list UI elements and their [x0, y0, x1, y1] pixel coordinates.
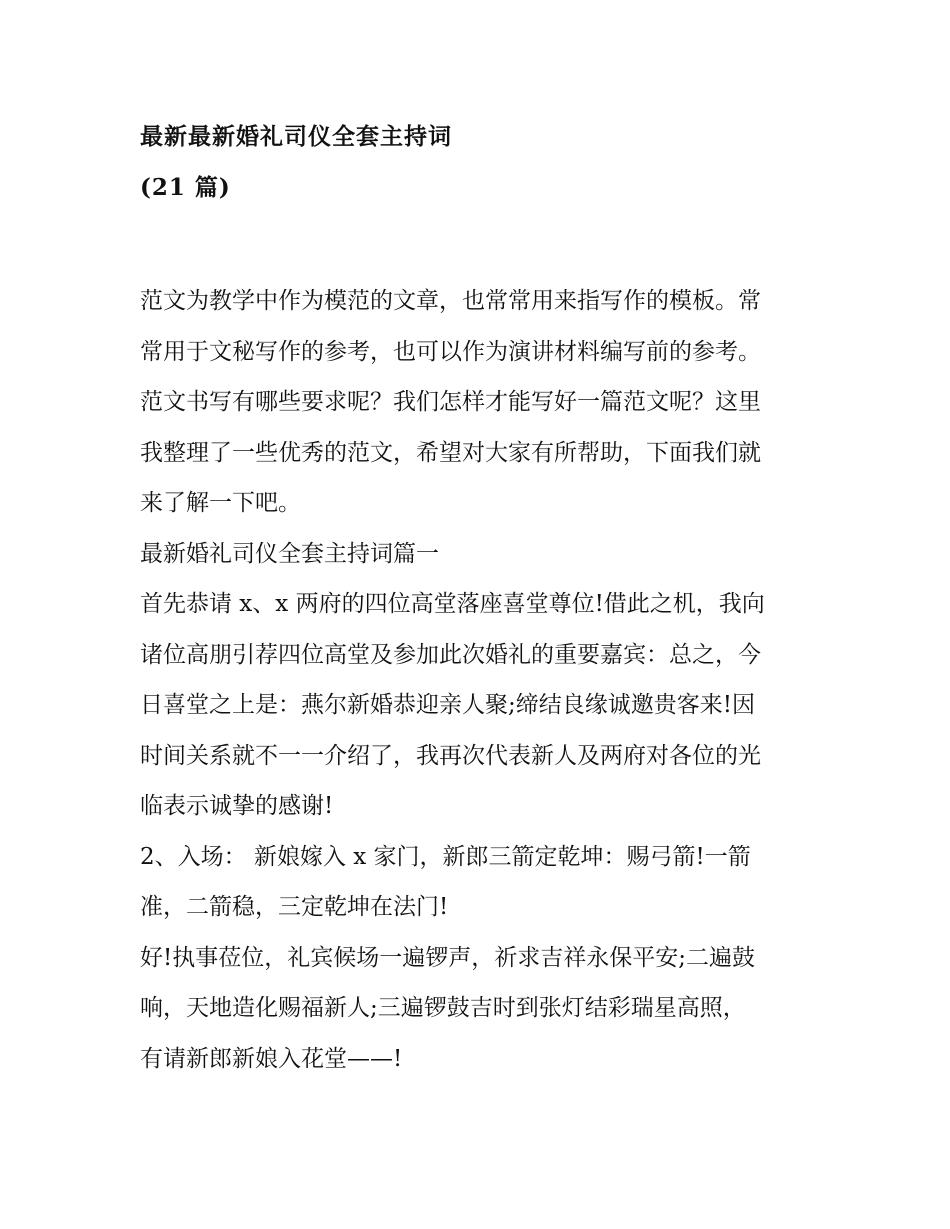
body-line: 常用于文秘写作的参考，也可以作为演讲材料编写前的参考。 — [140, 338, 761, 365]
body-line: 来了解一下吧。 — [140, 490, 301, 516]
body-line: 临表示诚挚的感谢! — [140, 793, 334, 819]
body-line: 日喜堂之上是：燕尔新婚恭迎亲人聚;缔结良缘诚邀贵客来!因 — [140, 692, 755, 718]
body-line: 我整理了一些优秀的范文，希望对大家有所帮助，下面我们就 — [140, 439, 761, 466]
body-line: 首先恭请 x、x 两府的四位高堂落座喜堂尊位!借此之机，我向 — [140, 591, 765, 617]
body-line: 有请新郎新娘入花堂——! — [140, 1045, 403, 1072]
body-line: 范文书写有哪些要求呢？我们怎样才能写好一篇范文呢？这里 — [140, 389, 761, 415]
body-line: 诸位高朋引荐四位高堂及参加此次婚礼的重要嘉宾：总之，今 — [140, 641, 761, 668]
document-title — [140, 112, 820, 213]
title-line: 最新最新婚礼司仪全套主持词 — [140, 123, 452, 150]
body-line: 2、入场： 新娘嫁入 x 家门，新郎三箭定乾坤：赐弓箭!一箭 — [140, 843, 751, 870]
body-line: 时间关系就不一一介绍了，我再次代表新人及两府对各位的光 — [140, 742, 761, 769]
title-line: (21 篇) — [140, 173, 231, 201]
body-line: 好!执事莅位，礼宾候场一遍锣声，祈求吉祥永保平安;二遍鼓 — [140, 944, 755, 971]
body-line: 响，天地造化赐福新人;三遍锣鼓吉时到张灯结彩瑞星高照， — [140, 995, 746, 1021]
body-line: 范文为教学中作为模范的文章，也常常用来指写作的模板。常 — [140, 288, 761, 314]
body-line: 准，二箭稳，三定乾坤在法门! — [140, 894, 449, 920]
document-body — [140, 276, 830, 1084]
section-heading: 最新婚礼司仪全套主持词篇一 — [140, 540, 439, 567]
